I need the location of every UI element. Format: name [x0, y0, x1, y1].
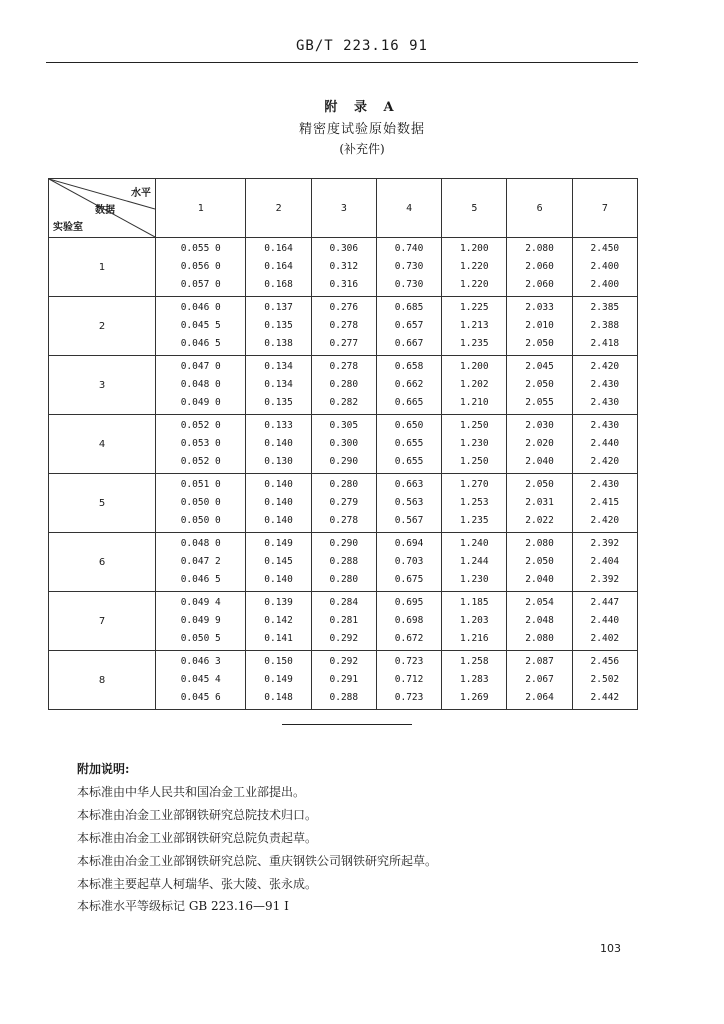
measurement-value: 1.203: [460, 615, 489, 626]
measurement-value: 0.675: [394, 574, 424, 585]
measurement-value: 2.087: [525, 656, 554, 667]
measurement-value: 1.230: [460, 438, 489, 449]
value-cell: [156, 356, 246, 415]
measurement-value: 0.045 6: [180, 692, 221, 703]
measurement-value: 1.250: [460, 456, 489, 467]
note-line: 本标准由中华人民共和国冶金工业部提出。: [77, 785, 306, 799]
note-line: 本标准主要起草人柯瑞华、张大陵、张永成。: [77, 877, 318, 891]
measurement-value: 2.060: [525, 261, 554, 272]
measurement-value: 0.049 0: [180, 397, 221, 408]
value-cell: [156, 474, 246, 533]
value-cell: [311, 474, 376, 533]
measurement-value: 0.703: [394, 556, 424, 567]
measurement-value: 2.060: [525, 279, 554, 290]
measurement-value: 1.200: [460, 243, 489, 254]
measurement-value: 2.080: [525, 538, 554, 549]
measurement-value: 2.055: [525, 397, 554, 408]
table-header-row: [49, 179, 638, 238]
measurement-value: 0.141: [264, 633, 293, 644]
measurement-value: 0.149: [264, 674, 293, 685]
value-cell: [311, 238, 376, 297]
measurement-value: 2.440: [590, 438, 620, 449]
measurement-value: 0.140: [264, 479, 293, 490]
measurement-value: 0.047 2: [180, 556, 221, 567]
measurement-value: 1.185: [460, 597, 489, 608]
measurement-value: 2.400: [590, 279, 620, 290]
measurement-value: 0.048 0: [180, 379, 221, 390]
value-cell: [507, 415, 572, 474]
measurement-value: 0.657: [394, 320, 424, 331]
measurement-value: 2.430: [590, 479, 620, 490]
measurement-value: 0.567: [394, 515, 424, 526]
value-cell: [572, 297, 637, 356]
measurement-value: 0.056 0: [180, 261, 221, 272]
measurement-value: 2.450: [590, 243, 620, 254]
measurement-value: 0.149: [264, 538, 293, 549]
value-cell: [442, 533, 507, 592]
measurement-value: 1.216: [460, 633, 489, 644]
corner-lab-label: 实验室: [53, 222, 83, 233]
lab-number-cell: 7: [49, 592, 156, 651]
measurement-value: 0.672: [394, 633, 424, 644]
value-cell: [572, 533, 637, 592]
value-cell: [442, 474, 507, 533]
measurement-value: 0.290: [329, 456, 359, 467]
measurement-value: 0.281: [329, 615, 359, 626]
measurement-value: 2.080: [525, 243, 554, 254]
appendix-note: (补充件): [339, 142, 385, 156]
measurement-value: 2.040: [525, 574, 554, 585]
table-row: [49, 592, 638, 651]
value-cell: [311, 651, 376, 710]
measurement-value: 0.137: [264, 302, 293, 313]
measurement-value: 0.277: [329, 338, 359, 349]
measurement-value: 0.046 0: [180, 302, 221, 313]
measurement-value: 1.250: [460, 420, 489, 431]
measurement-value: 0.300: [329, 438, 359, 449]
measurement-value: 1.283: [460, 674, 489, 685]
value-cell: [376, 238, 441, 297]
value-cell: [311, 415, 376, 474]
lab-number-cell: 1: [49, 238, 156, 297]
measurement-value: 0.140: [264, 574, 293, 585]
measurement-value: 2.050: [525, 479, 554, 490]
measurement-value: 0.048 0: [180, 538, 221, 549]
value-cell: [246, 356, 311, 415]
measurement-value: 0.148: [264, 692, 293, 703]
measurement-value: 2.442: [590, 692, 620, 703]
measurement-value: 1.253: [460, 497, 489, 508]
measurement-value: 0.130: [264, 456, 293, 467]
value-cell: [376, 415, 441, 474]
note-line: 本标准由冶金工业部钢铁研究总院负责起草。: [77, 831, 318, 845]
measurement-value: 0.140: [264, 497, 293, 508]
measurement-value: 0.135: [264, 397, 293, 408]
value-cell: [442, 592, 507, 651]
value-cell: [311, 297, 376, 356]
value-cell: [572, 474, 637, 533]
measurement-value: 0.291: [329, 674, 359, 685]
measurement-value: 2.388: [590, 320, 620, 331]
note-line: 本标准由冶金工业部钢铁研究总院、重庆钢铁公司钢铁研究所起草。: [77, 854, 438, 868]
measurement-value: 0.150: [264, 656, 293, 667]
measurement-value: 1.202: [460, 379, 489, 390]
value-cell: [156, 297, 246, 356]
measurement-value: 0.051 0: [180, 479, 221, 490]
measurement-value: 0.055 0: [180, 243, 221, 254]
value-cell: [572, 592, 637, 651]
measurement-value: 1.235: [460, 338, 489, 349]
measurement-value: 2.430: [590, 379, 620, 390]
appendix-label: 附 录 A: [324, 100, 400, 115]
value-cell: [507, 592, 572, 651]
measurement-value: 2.430: [590, 397, 620, 408]
measurement-value: 0.046 5: [180, 338, 221, 349]
measurement-value: 0.053 0: [180, 438, 221, 449]
value-cell: [246, 533, 311, 592]
lab-number-cell: 4: [49, 415, 156, 474]
measurement-value: 0.278: [329, 515, 359, 526]
measurement-value: 2.400: [590, 261, 620, 272]
value-cell: [442, 356, 507, 415]
measurement-value: 0.655: [394, 456, 424, 467]
value-cell: [442, 297, 507, 356]
precision-data-table: [48, 178, 638, 710]
value-cell: [572, 356, 637, 415]
measurement-value: 2.050: [525, 379, 554, 390]
measurement-value: 0.658: [394, 361, 424, 372]
measurement-value: 0.278: [329, 361, 359, 372]
measurement-value: 2.048: [525, 615, 554, 626]
measurement-value: 0.045 5: [180, 320, 221, 331]
measurement-value: 0.164: [264, 261, 293, 272]
standard-code-header: GB/T 223.16 91: [295, 38, 428, 54]
lab-number-cell: 2: [49, 297, 156, 356]
measurement-value: 0.050 0: [180, 515, 221, 526]
measurement-value: 0.046 3: [180, 656, 221, 667]
measurement-value: 2.430: [590, 420, 620, 431]
level-header-4: 4: [376, 179, 441, 238]
measurement-value: 2.456: [590, 656, 620, 667]
value-cell: [376, 356, 441, 415]
lab-number-cell: 6: [49, 533, 156, 592]
measurement-value: 0.280: [329, 574, 359, 585]
level-header-5: 5: [442, 179, 507, 238]
measurement-value: 0.290: [329, 538, 359, 549]
measurement-value: 0.049 4: [180, 597, 221, 608]
measurement-value: 1.235: [460, 515, 489, 526]
measurement-value: 2.415: [590, 497, 620, 508]
measurement-value: 0.667: [394, 338, 424, 349]
measurement-value: 2.020: [525, 438, 554, 449]
value-cell: [442, 415, 507, 474]
standard-level-mark: 本标准水平等级标记 GB 223.16—91 I: [77, 899, 289, 913]
table-row: [49, 238, 638, 297]
measurement-value: 2.031: [525, 497, 554, 508]
measurement-value: 0.050 0: [180, 497, 221, 508]
measurement-value: 0.712: [394, 674, 424, 685]
measurement-value: 0.164: [264, 243, 293, 254]
value-cell: [376, 474, 441, 533]
measurement-value: 0.134: [264, 379, 293, 390]
measurement-value: 0.284: [329, 597, 359, 608]
measurement-value: 0.057 0: [180, 279, 221, 290]
measurement-value: 2.385: [590, 302, 620, 313]
measurement-value: 2.447: [590, 597, 620, 608]
value-cell: [246, 415, 311, 474]
measurement-value: 0.650: [394, 420, 424, 431]
page-number: 103: [600, 942, 621, 955]
level-header-6: 6: [507, 179, 572, 238]
value-cell: [246, 238, 311, 297]
measurement-value: 0.655: [394, 438, 424, 449]
value-cell: [507, 356, 572, 415]
measurement-value: 2.440: [590, 615, 620, 626]
measurement-value: 0.730: [394, 261, 424, 272]
measurement-value: 1.220: [460, 279, 489, 290]
lab-number-cell: 8: [49, 651, 156, 710]
measurement-value: 0.694: [394, 538, 424, 549]
measurement-value: 1.210: [460, 397, 489, 408]
table-body: [49, 238, 638, 710]
measurement-value: 1.225: [460, 302, 489, 313]
value-cell: [507, 474, 572, 533]
measurement-value: 2.010: [525, 320, 554, 331]
measurement-value: 0.279: [329, 497, 359, 508]
value-cell: [156, 533, 246, 592]
table-row: [49, 474, 638, 533]
measurement-value: 2.392: [590, 538, 620, 549]
measurement-value: 0.305: [329, 420, 359, 431]
measurement-value: 2.080: [525, 633, 554, 644]
value-cell: [246, 297, 311, 356]
measurement-value: 2.392: [590, 574, 620, 585]
table-row: [49, 651, 638, 710]
measurement-value: 0.276: [329, 302, 359, 313]
lab-number-cell: 5: [49, 474, 156, 533]
measurement-value: 0.288: [329, 692, 359, 703]
note-line: 本标准由冶金工业部钢铁研究总院技术归口。: [77, 808, 318, 822]
table-row: [49, 356, 638, 415]
measurement-value: 0.663: [394, 479, 424, 490]
measurement-value: 0.280: [329, 379, 359, 390]
measurement-value: 1.244: [460, 556, 489, 567]
measurement-value: 0.685: [394, 302, 424, 313]
measurement-value: 0.045 4: [180, 674, 221, 685]
separator-rule: [282, 724, 412, 725]
measurement-value: 0.662: [394, 379, 424, 390]
value-cell: [311, 356, 376, 415]
value-cell: [572, 238, 637, 297]
measurement-value: 2.418: [590, 338, 620, 349]
measurement-value: 1.240: [460, 538, 489, 549]
measurement-value: 2.033: [525, 302, 554, 313]
value-cell: [442, 238, 507, 297]
value-cell: [572, 651, 637, 710]
measurement-value: 2.420: [590, 515, 620, 526]
value-cell: [442, 651, 507, 710]
measurement-value: 0.138: [264, 338, 293, 349]
measurement-value: 2.040: [525, 456, 554, 467]
level-header-1: 1: [156, 179, 246, 238]
measurement-value: 1.230: [460, 574, 489, 585]
measurement-value: 0.306: [329, 243, 359, 254]
measurement-value: 2.050: [525, 556, 554, 567]
measurement-value: 0.139: [264, 597, 293, 608]
measurement-value: 2.054: [525, 597, 554, 608]
value-cell: [156, 592, 246, 651]
measurement-value: 0.050 5: [180, 633, 221, 644]
measurement-value: 0.280: [329, 479, 359, 490]
table-corner-cell: [49, 179, 156, 238]
table-row: [49, 533, 638, 592]
measurement-value: 0.046 5: [180, 574, 221, 585]
measurement-value: 0.695: [394, 597, 424, 608]
measurement-value: 0.049 9: [180, 615, 221, 626]
table-row: [49, 415, 638, 474]
measurement-value: 0.278: [329, 320, 359, 331]
measurement-value: 0.140: [264, 438, 293, 449]
additional-notes: [77, 758, 437, 896]
value-cell: [246, 592, 311, 651]
measurement-value: 2.022: [525, 515, 554, 526]
level-header-2: 2: [246, 179, 311, 238]
measurement-value: 0.563: [394, 497, 424, 508]
measurement-value: 0.145: [264, 556, 293, 567]
measurement-value: 1.200: [460, 361, 489, 372]
value-cell: [572, 415, 637, 474]
measurement-value: 0.312: [329, 261, 359, 272]
measurement-value: 2.067: [525, 674, 554, 685]
appendix-title: 精密度试验原始数据: [298, 122, 425, 137]
measurement-value: 0.316: [329, 279, 359, 290]
measurement-value: 0.730: [394, 279, 424, 290]
value-cell: [156, 238, 246, 297]
measurement-value: 2.030: [525, 420, 554, 431]
value-cell: [507, 651, 572, 710]
corner-data-label: 数据: [95, 205, 115, 216]
measurement-value: 2.402: [590, 633, 620, 644]
value-cell: [246, 651, 311, 710]
measurement-value: 0.288: [329, 556, 359, 567]
value-cell: [507, 297, 572, 356]
value-cell: [376, 297, 441, 356]
measurement-value: 2.404: [590, 556, 620, 567]
measurement-value: 1.220: [460, 261, 489, 272]
value-cell: [311, 592, 376, 651]
measurement-value: 0.142: [264, 615, 293, 626]
measurement-value: 0.052 0: [180, 456, 221, 467]
measurement-value: 2.064: [525, 692, 554, 703]
value-cell: [376, 533, 441, 592]
level-header-7: 7: [572, 179, 637, 238]
measurement-value: 0.698: [394, 615, 424, 626]
lab-number-cell: 3: [49, 356, 156, 415]
measurement-value: 0.052 0: [180, 420, 221, 431]
additional-notes-title: 附加说明:: [77, 762, 130, 776]
value-cell: [246, 474, 311, 533]
measurement-value: 0.135: [264, 320, 293, 331]
measurement-value: 2.050: [525, 338, 554, 349]
measurement-value: 0.140: [264, 515, 293, 526]
measurement-value: 1.258: [460, 656, 489, 667]
corner-level-label: 水平: [131, 188, 151, 199]
table-row: [49, 297, 638, 356]
measurement-value: 0.740: [394, 243, 424, 254]
level-header-3: 3: [311, 179, 376, 238]
value-cell: [311, 533, 376, 592]
value-cell: [507, 238, 572, 297]
measurement-value: 0.282: [329, 397, 359, 408]
measurement-value: 0.665: [394, 397, 424, 408]
measurement-value: 0.047 0: [180, 361, 221, 372]
measurement-value: 0.292: [329, 633, 359, 644]
value-cell: [507, 533, 572, 592]
measurement-value: 0.723: [394, 692, 424, 703]
measurement-value: 0.292: [329, 656, 359, 667]
measurement-value: 1.270: [460, 479, 489, 490]
measurement-value: 0.134: [264, 361, 293, 372]
value-cell: [376, 592, 441, 651]
measurement-value: 2.045: [525, 361, 554, 372]
value-cell: [156, 415, 246, 474]
header-rule: [46, 62, 638, 63]
measurement-value: 0.168: [264, 279, 293, 290]
measurement-value: 1.213: [460, 320, 489, 331]
value-cell: [156, 651, 246, 710]
value-cell: [376, 651, 441, 710]
measurement-value: 1.269: [460, 692, 489, 703]
measurement-value: 2.502: [590, 674, 620, 685]
measurement-value: 0.723: [394, 656, 424, 667]
measurement-value: 2.420: [590, 456, 620, 467]
measurement-value: 2.420: [590, 361, 620, 372]
measurement-value: 0.133: [264, 420, 293, 431]
